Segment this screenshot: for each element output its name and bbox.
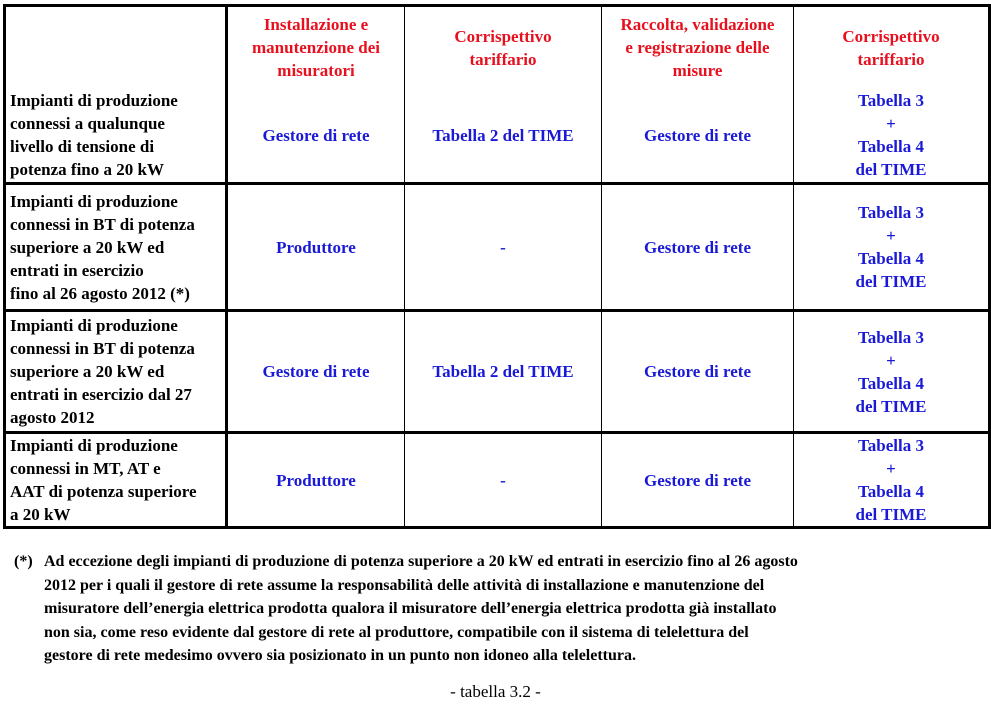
row-label: Impianti di produzione connessi in BT di potenza superiore a 20 kW ed entrati in esercizio fino al 26 agosto 2012 (*) [6, 185, 228, 312]
footnote-line: gestore di rete medesimo ovvero sia posizionato in un punto non idoneo alla telelettura. [44, 647, 636, 664]
table-row [6, 312, 988, 434]
cell-installazione: Gestore di rete [228, 312, 405, 434]
table-row [6, 88, 988, 185]
responsibility-table [3, 4, 991, 529]
cell-raccolta: Gestore di rete [602, 88, 794, 185]
cell-installazione: Produttore [228, 185, 405, 312]
cell-corrispettivo-1: Tabella 2 del TIME [405, 312, 602, 434]
cell-corrispettivo-1: - [405, 434, 602, 526]
header-installazione: Installazione e manutenzione dei misuratori [228, 7, 405, 88]
cell-raccolta: Gestore di rete [602, 185, 794, 312]
cell-corrispettivo-1: - [405, 185, 602, 312]
footnote [14, 550, 979, 668]
header-row [6, 7, 988, 88]
row-label: Impianti di produzione connessi a qualunque livello di tensione di potenza fino a 20 kW [6, 88, 228, 185]
cell-corrispettivo-2: Tabella 3 + Tabella 4 del TIME [794, 88, 988, 185]
cell-raccolta: Gestore di rete [602, 312, 794, 434]
table-caption: - tabella 3.2 - [450, 682, 541, 701]
row-label: Impianti di produzione connessi in BT di potenza superiore a 20 kW ed entrati in esercizio dal 27 agosto 2012 [6, 312, 228, 434]
cell-corrispettivo-2: Tabella 3 + Tabella 4 del TIME [794, 312, 988, 434]
cell-installazione: Produttore [228, 434, 405, 526]
cell-raccolta: Gestore di rete [602, 434, 794, 526]
footnote-marker: (*) [14, 553, 33, 570]
header-empty [6, 7, 228, 88]
row-label: Impianti di produzione connessi in MT, AT e AAT di potenza superiore a 20 kW [6, 434, 228, 526]
footnote-line: non sia, come reso evidente dal gestore di rete al produttore, compatibile con il sistema di telelettura del [44, 623, 749, 641]
header-corrispettivo-1: Corrispettivo tariffario [405, 7, 602, 88]
cell-installazione: Gestore di rete [228, 88, 405, 185]
table-row [6, 434, 988, 526]
footnote-line: misuratore dell’energia elettrica prodotta qualora il misuratore dell’energia elettrica prodotta già installato [44, 600, 777, 617]
footnote-line: Ad eccezione degli impianti di produzione di potenza superiore a 20 kW ed entrati in esercizio fino al 26 agosto [44, 553, 798, 570]
cell-corrispettivo-2: Tabella 3 + Tabella 4 del TIME [855, 436, 927, 524]
header-corrispettivo-2: Corrispettivo tariffario [842, 26, 940, 69]
cell-corrispettivo-1: Tabella 2 del TIME [405, 88, 602, 185]
header-raccolta: Raccolta, validazione e registrazione delle misure [602, 7, 794, 88]
table-row [6, 185, 988, 312]
footnote-line: 2012 per i quali il gestore di rete assume la responsabilità delle attività di installazione e manutenzione del [44, 576, 765, 594]
cell-corrispettivo-2: Tabella 3 + Tabella 4 del TIME [794, 185, 988, 312]
